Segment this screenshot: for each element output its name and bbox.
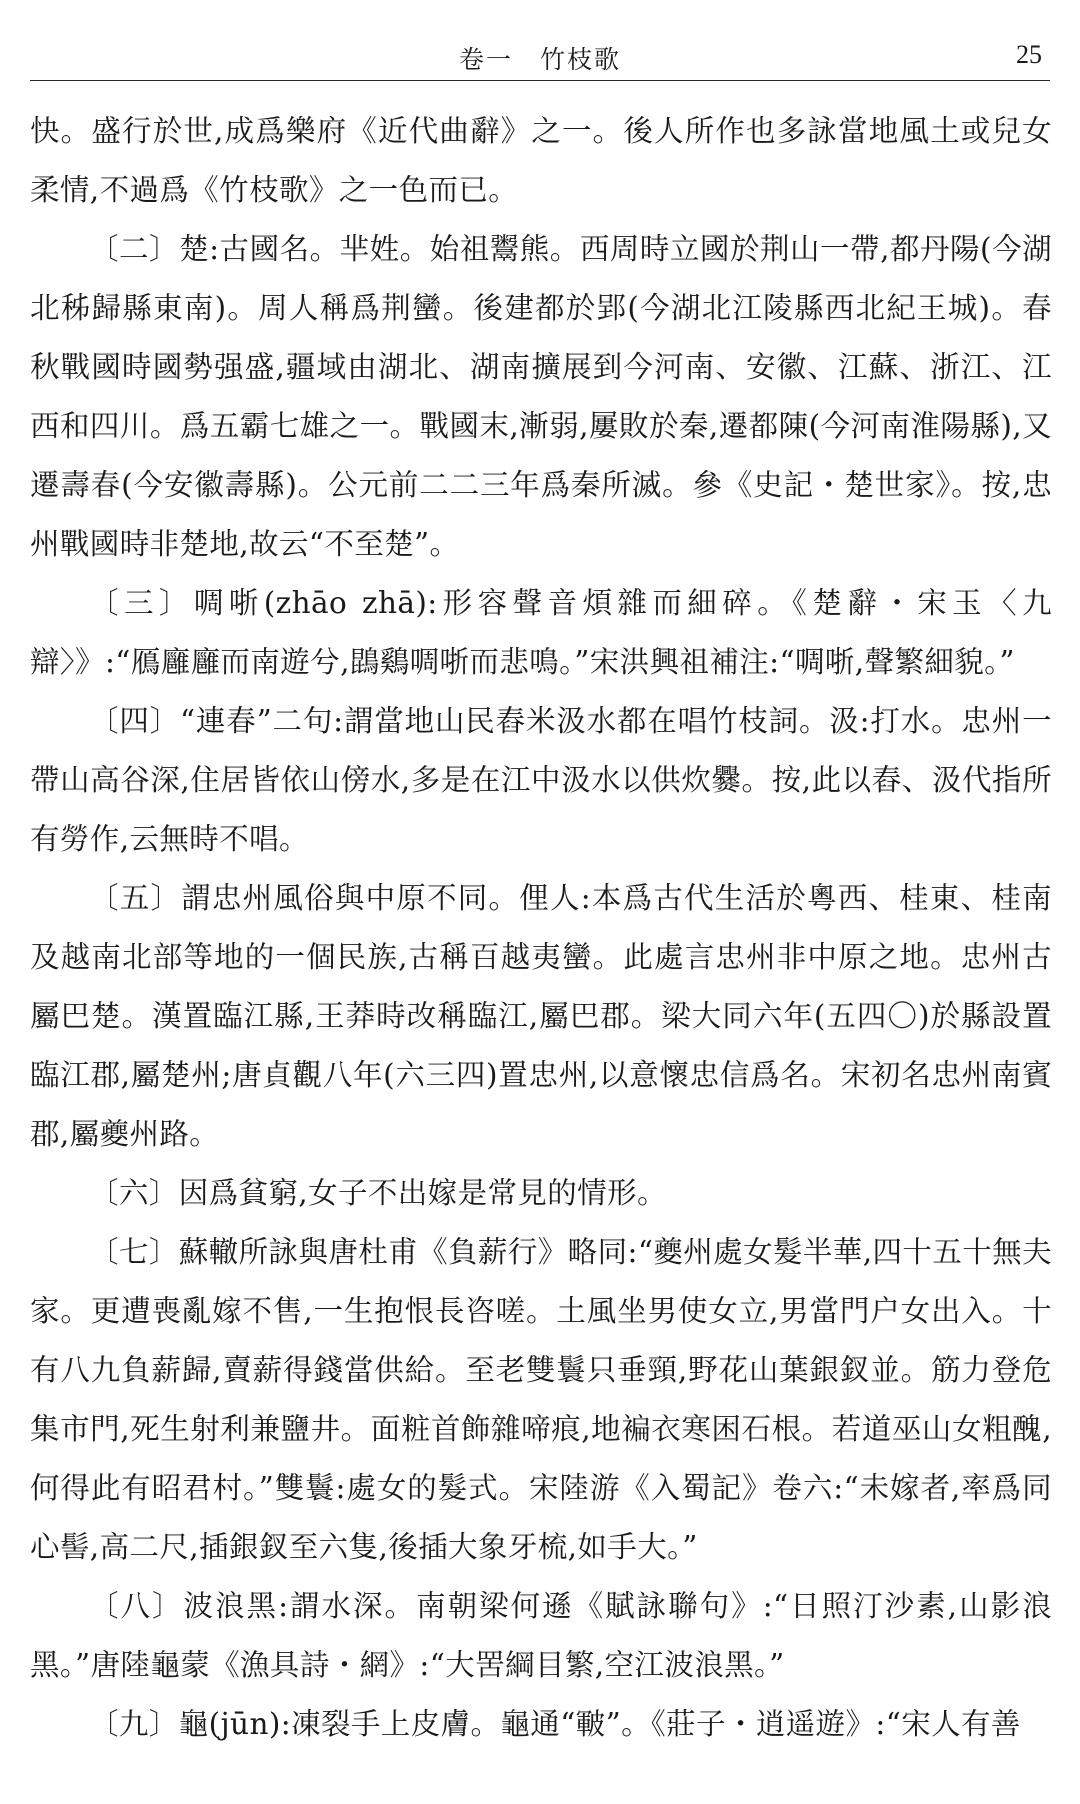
page-number: 25	[1016, 40, 1042, 69]
paragraph-continuation: 快。盛行於世,成爲樂府《近代曲辭》之一。後人所作也多詠當地風土或兒女柔情,不過爲《竹枝歌》之一色而已。	[30, 114, 1052, 207]
note-8: 〔八〕波浪黑:謂水深。南朝梁何遜《賦詠聯句》:“日照汀沙素,山影浪黑。”唐陸龜蒙《漁具詩・網》:“大罟綱目繁,空江波浪黑。”	[30, 1589, 1052, 1682]
note-7: 〔七〕蘇轍所詠與唐杜甫《負薪行》略同:“夔州處女髮半華,四十五十無夫家。更遭喪亂嫁不售,一生抱恨長咨嗟。土風坐男使女立,男當門户女出入。十有八九負薪歸,賣薪得錢當供給。至老雙鬟只垂頸,野花山葉銀釵並。筋力登危集市門,死生射利兼鹽井。面粧首飾雜啼痕,地褊衣寒困石根。若道巫山女粗醜,何得此有昭君村。”雙鬟:處女的髮式。宋陸游《入蜀記》卷六:“未嫁者,率爲同心髻,高二尺,插銀釵至六隻,後插大象牙梳,如手大。”	[30, 1235, 1052, 1564]
note-5: 〔五〕謂忠州風俗與中原不同。俚人:本爲古代生活於粵西、桂東、桂南及越南北部等地的一個民族,古稱百越夷蠻。此處言忠州非中原之地。忠州古屬巴楚。漢置臨江縣,王莽時改稱臨江,屬巴郡。梁大同六年(五四〇)於縣設置臨江郡,屬楚州;唐貞觀八年(六三四)置忠州,以意懷忠信爲名。宋初名忠州南賓郡,屬夔州路。	[30, 881, 1052, 1151]
note-9: 〔九〕龜(jūn):凍裂手上皮膚。龜通“皸”。《莊子・逍遥遊》:“宋人有善	[89, 1707, 1021, 1741]
header-rule	[30, 80, 1050, 81]
running-title: 卷一 竹枝歌	[458, 45, 621, 74]
annotation-body	[30, 102, 1052, 1754]
note-6: 〔六〕因爲貧窮,女子不出嫁是常見的情形。	[89, 1176, 667, 1210]
note-4: 〔四〕“連春”二句:謂當地山民舂米汲水都在唱竹枝詞。汲:打水。忠州一帶山高谷深,住居皆依山傍水,多是在江中汲水以供炊爨。按,此以舂、汲代指所有勞作,云無時不唱。	[30, 704, 1052, 856]
running-header	[30, 28, 1050, 82]
note-3: 〔三〕啁哳(zhāo zhā):形容聲音煩雜而細碎。《楚辭・宋玉〈九辯〉》:“鴈廱廱而南遊兮,鵾鷄啁哳而悲鳴。”宋洪興祖補注:“啁哳,聲繁細貌。”	[30, 586, 1052, 679]
note-2: 〔二〕楚:古國名。芈姓。始祖鬻熊。西周時立國於荆山一帶,都丹陽(今湖北秭歸縣東南)。周人稱爲荆蠻。後建都於郢(今湖北江陵縣西北紀王城)。春秋戰國時國勢强盛,疆域由湖北、湖南擴展到今河南、安徽、江蘇、浙江、江西和四川。爲五霸七雄之一。戰國末,漸弱,屢敗於秦,遷都陳(今河南淮陽縣),又遷壽春(今安徽壽縣)。公元前二二三年爲秦所滅。參《史記・楚世家》。按,忠州戰國時非楚地,故云“不至楚”。	[30, 232, 1052, 561]
